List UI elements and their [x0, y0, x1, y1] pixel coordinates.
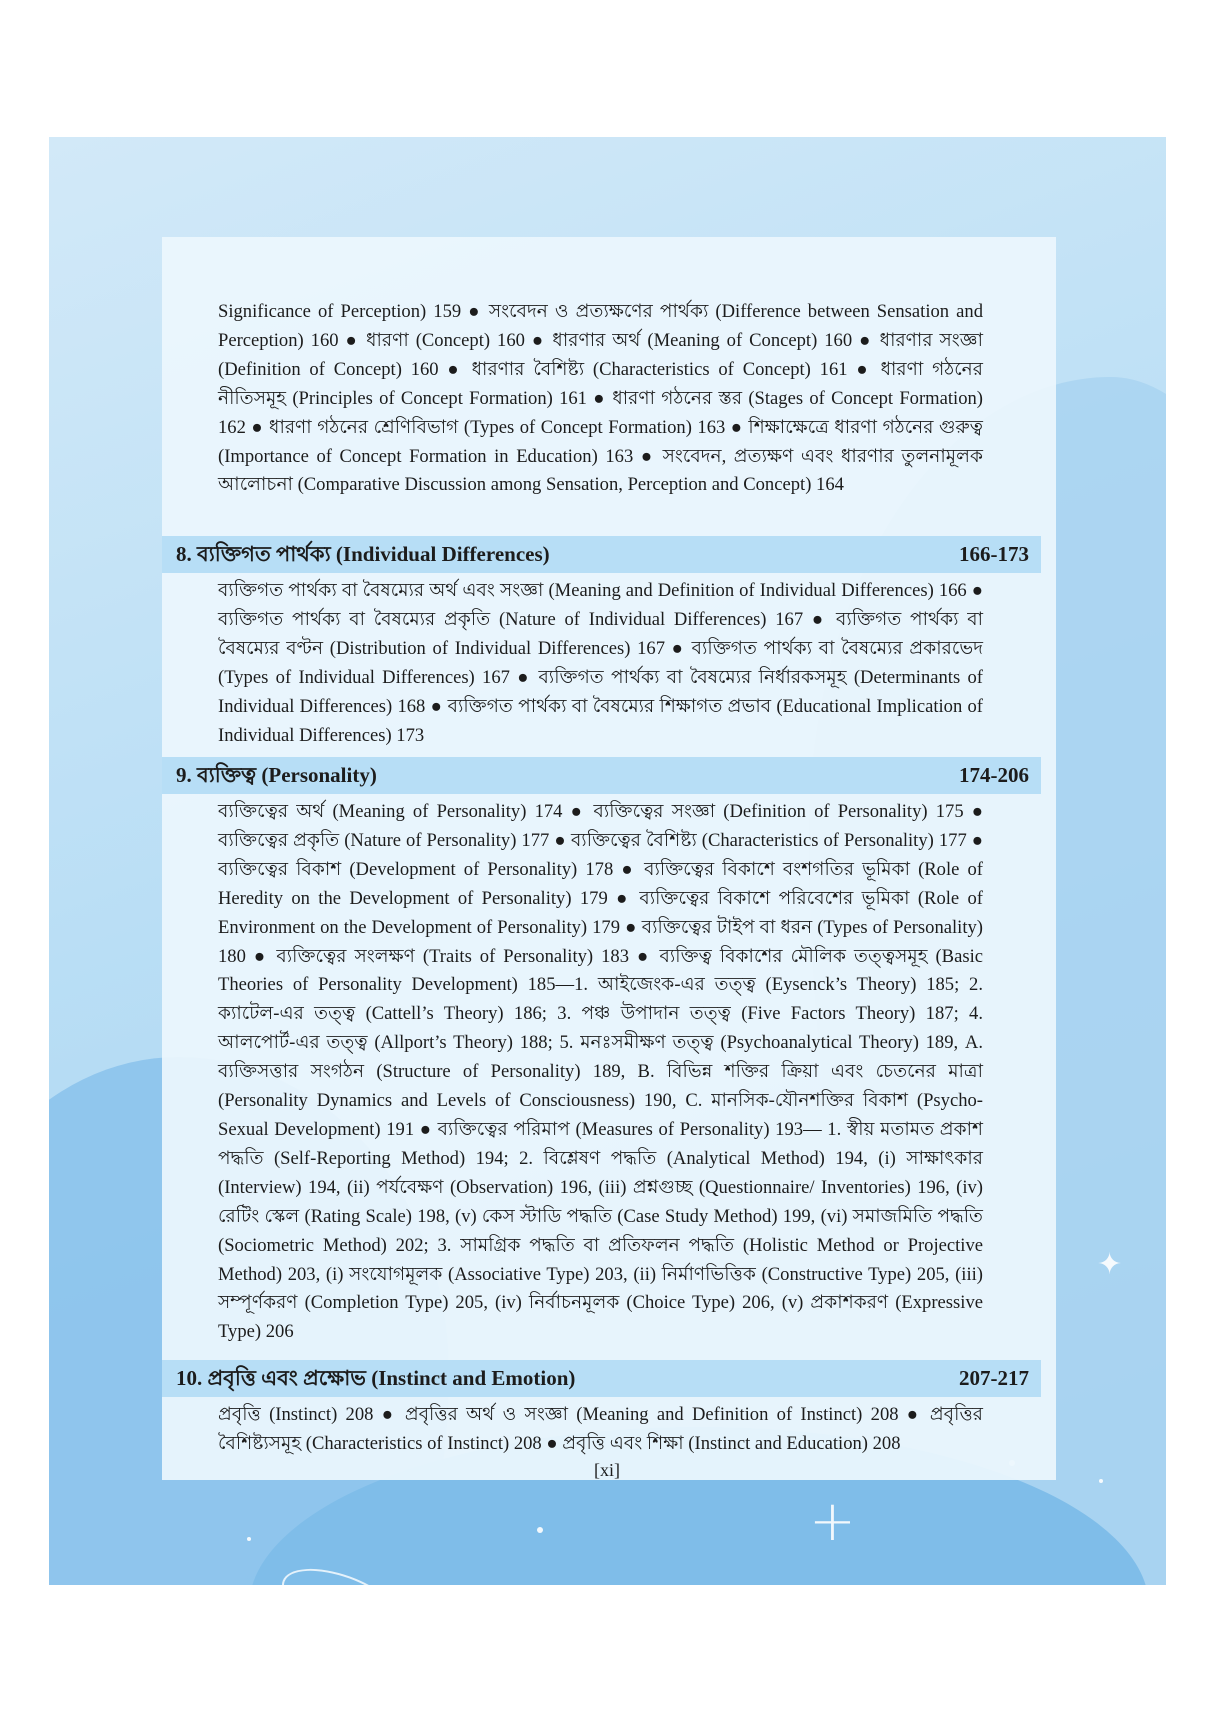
dot-decoration	[247, 1537, 251, 1541]
section-page-range: 174-206	[959, 763, 1029, 787]
dot-decoration	[537, 1527, 543, 1533]
section-title: 8. ব্যক্তিগত পার্থক্য (Individual Differences)	[176, 542, 550, 566]
section-header-personality	[162, 757, 1041, 794]
section-entries: ব্যক্তিগত পার্থক্য বা বৈষম্যের অর্থ এবং সংজ্ঞা (Meaning and Definition of Individual Differences) 166 ● ব্যক্তিগত পার্থক্য বা বৈষম্যের প্রকৃতি (Nature of Individual Differences) 167 ● ব্যক্তিগত পার্থক্য বা বৈষম্যের বণ্টন (Distribution of Individual Differences) 167 ● ব্যক্তিগত পার্থক্য বা বৈষম্যের প্রকারভেদ (Types of Individual Differences) 167 ● ব্যক্তিগত পার্থক্য বা বৈষম্যের নির্ধারকসমূহ (Determinants of Individual Differences) 168 ● ব্যক্তিগত পার্থক্য বা বৈষম্যের শিক্ষাগত প্রভাব (Educational Implication of Individual Differences) 173	[218, 580, 983, 746]
section-page-range: 207-217	[959, 1366, 1029, 1390]
section-title: 9. ব্যক্তিত্ব (Personality)	[176, 763, 377, 787]
section-title: 10. প্রবৃত্তি এবং প্রক্ষোভ (Instinct and Emotion)	[176, 1366, 576, 1390]
section-header-instinct-emotion	[162, 1360, 1041, 1397]
section-entries: প্রবৃত্তি (Instinct) 208 ● প্রবৃত্তির অর্থ ও সংজ্ঞা (Meaning and Definition of Instinct) 208 ● প্রবৃত্তির বৈশিষ্ট্যসমূহ (Characteristics of Instinct) 208 ● প্রবৃত্তি এবং শিক্ষা (Instinct and Education) 208	[218, 1404, 983, 1454]
plus-sparkle-icon: +	[809, 1489, 856, 1554]
section-page-range: 166-173	[959, 542, 1029, 566]
page-number: [xi]	[594, 1460, 620, 1480]
sparkle-icon: ✦	[1097, 1247, 1123, 1282]
section-entries: ব্যক্তিত্বের অর্থ (Meaning of Personality) 174 ● ব্যক্তিত্বের সংজ্ঞা (Definition of Personality) 175 ● ব্যক্তিত্বের প্রকৃতি (Nature of Personality) 177 ● ব্যক্তিত্বের বৈশিষ্ট্য (Characteristics of Personality) 177 ● ব্যক্তিত্বের বিকাশ (Development of Personality) 178 ● ব্যক্তিত্বের বিকাশে বংশগতির ভূমিকা (Role of Heredity on the Development of Personality) 179 ● ব্যক্তিত্বের বিকাশে পরিবেশের ভূমিকা (Role of Environment on the Development of Personality) 179 ● ব্যক্তিত্বের টাইপ বা ধরন (Types of Personality) 180 ● ব্যক্তিত্বের সংলক্ষণ (Traits of Personality) 183 ● ব্যক্তিত্ব বিকাশের মৌলিক তত্ত্বসমূহ (Basic Theories of Personality Development) 185—1. আইজেংক-এর তত্ত্ব (Eysenck’s Theory) 185; 2. ক্যাটেল-এর তত্ত্ব (Cattell’s Theory) 186; 3. পঞ্চ উপাদান তত্ত্ব (Five Factors Theory) 187; 4. আলপোর্ট-এর তত্ত্ব (Allport’s Theory) 188; 5. মনঃসমীক্ষণ তত্ত্ব (Psychoanalytical Theory) 189, A. ব্যক্তিসত্তার সংগঠন (Structure of Personality) 189, B. বিভিন্ন শক্তির ক্রিয়া এবং চেতনের মাত্রা (Personality Dynamics and Levels of Consciousness) 190, C. মানসিক-যৌনশক্তির বিকাশ (Psycho-Sexual Development) 191 ● ব্যক্তিত্বের পরিমাপ (Measures of Personality) 193— 1. স্বীয় মতামত প্রকাশ পদ্ধতি (Self-Reporting Method) 194; 2. বিশ্লেষণ পদ্ধতি (Analytical Method) 194, (i) সাক্ষাৎকার (Interview) 194, (ii) পর্যবেক্ষণ (Observation) 196, (iii) প্রশ্নগুচ্ছ (Questionnaire/ Inventories) 196, (iv) রেটিং স্কেল (Rating Scale) 198, (v) কেস স্টাডি পদ্ধতি (Case Study Method) 199, (vi) সমাজমিতি পদ্ধতি (Sociometric Method) 202; 3. সামগ্রিক পদ্ধতি বা প্রতিফলন পদ্ধতি (Holistic Method or Projective Method) 203, (i) সংযোগমূলক (Associative Type) 203, (ii) নির্মাণভিত্তিক (Constructive Type) 205, (iii) সম্পূর্ণকরণ (Completion Type) 205, (iv) নির্বাচনমূলক (Choice Type) 206, (v) প্রকাশকরণ (Expressive Type) 206	[218, 801, 983, 1343]
intro-entries: Significance of Perception) 159 ● সংবেদন ও প্রত্যক্ষণের পার্থক্য (Difference between Sensation and Perception) 160 ● ধারণা (Concept) 160 ● ধারণার অর্থ (Meaning of Concept) 160 ● ধারণার সংজ্ঞা (Definition of Concept) 160 ● ধারণার বৈশিষ্ট্য (Characteristics of Concept) 161 ● ধারণা গঠনের নীতিসমূহ (Principles of Concept Formation) 161 ● ধারণা গঠনের স্তর (Stages of Concept Formation) 162 ● ধারণা গঠনের শ্রেণিবিভাগ (Types of Concept Formation) 163 ● শিক্ষাক্ষেত্রে ধারণা গঠনের গুরুত্ব (Importance of Concept Formation in Education) 163 ● সংবেদন, প্রত্যক্ষণ এবং ধারণার তুলনামূলক আলোচনা (Comparative Discussion among Sensation, Perception and Concept) 164	[218, 301, 983, 496]
section-header-individual-differences	[162, 536, 1041, 573]
